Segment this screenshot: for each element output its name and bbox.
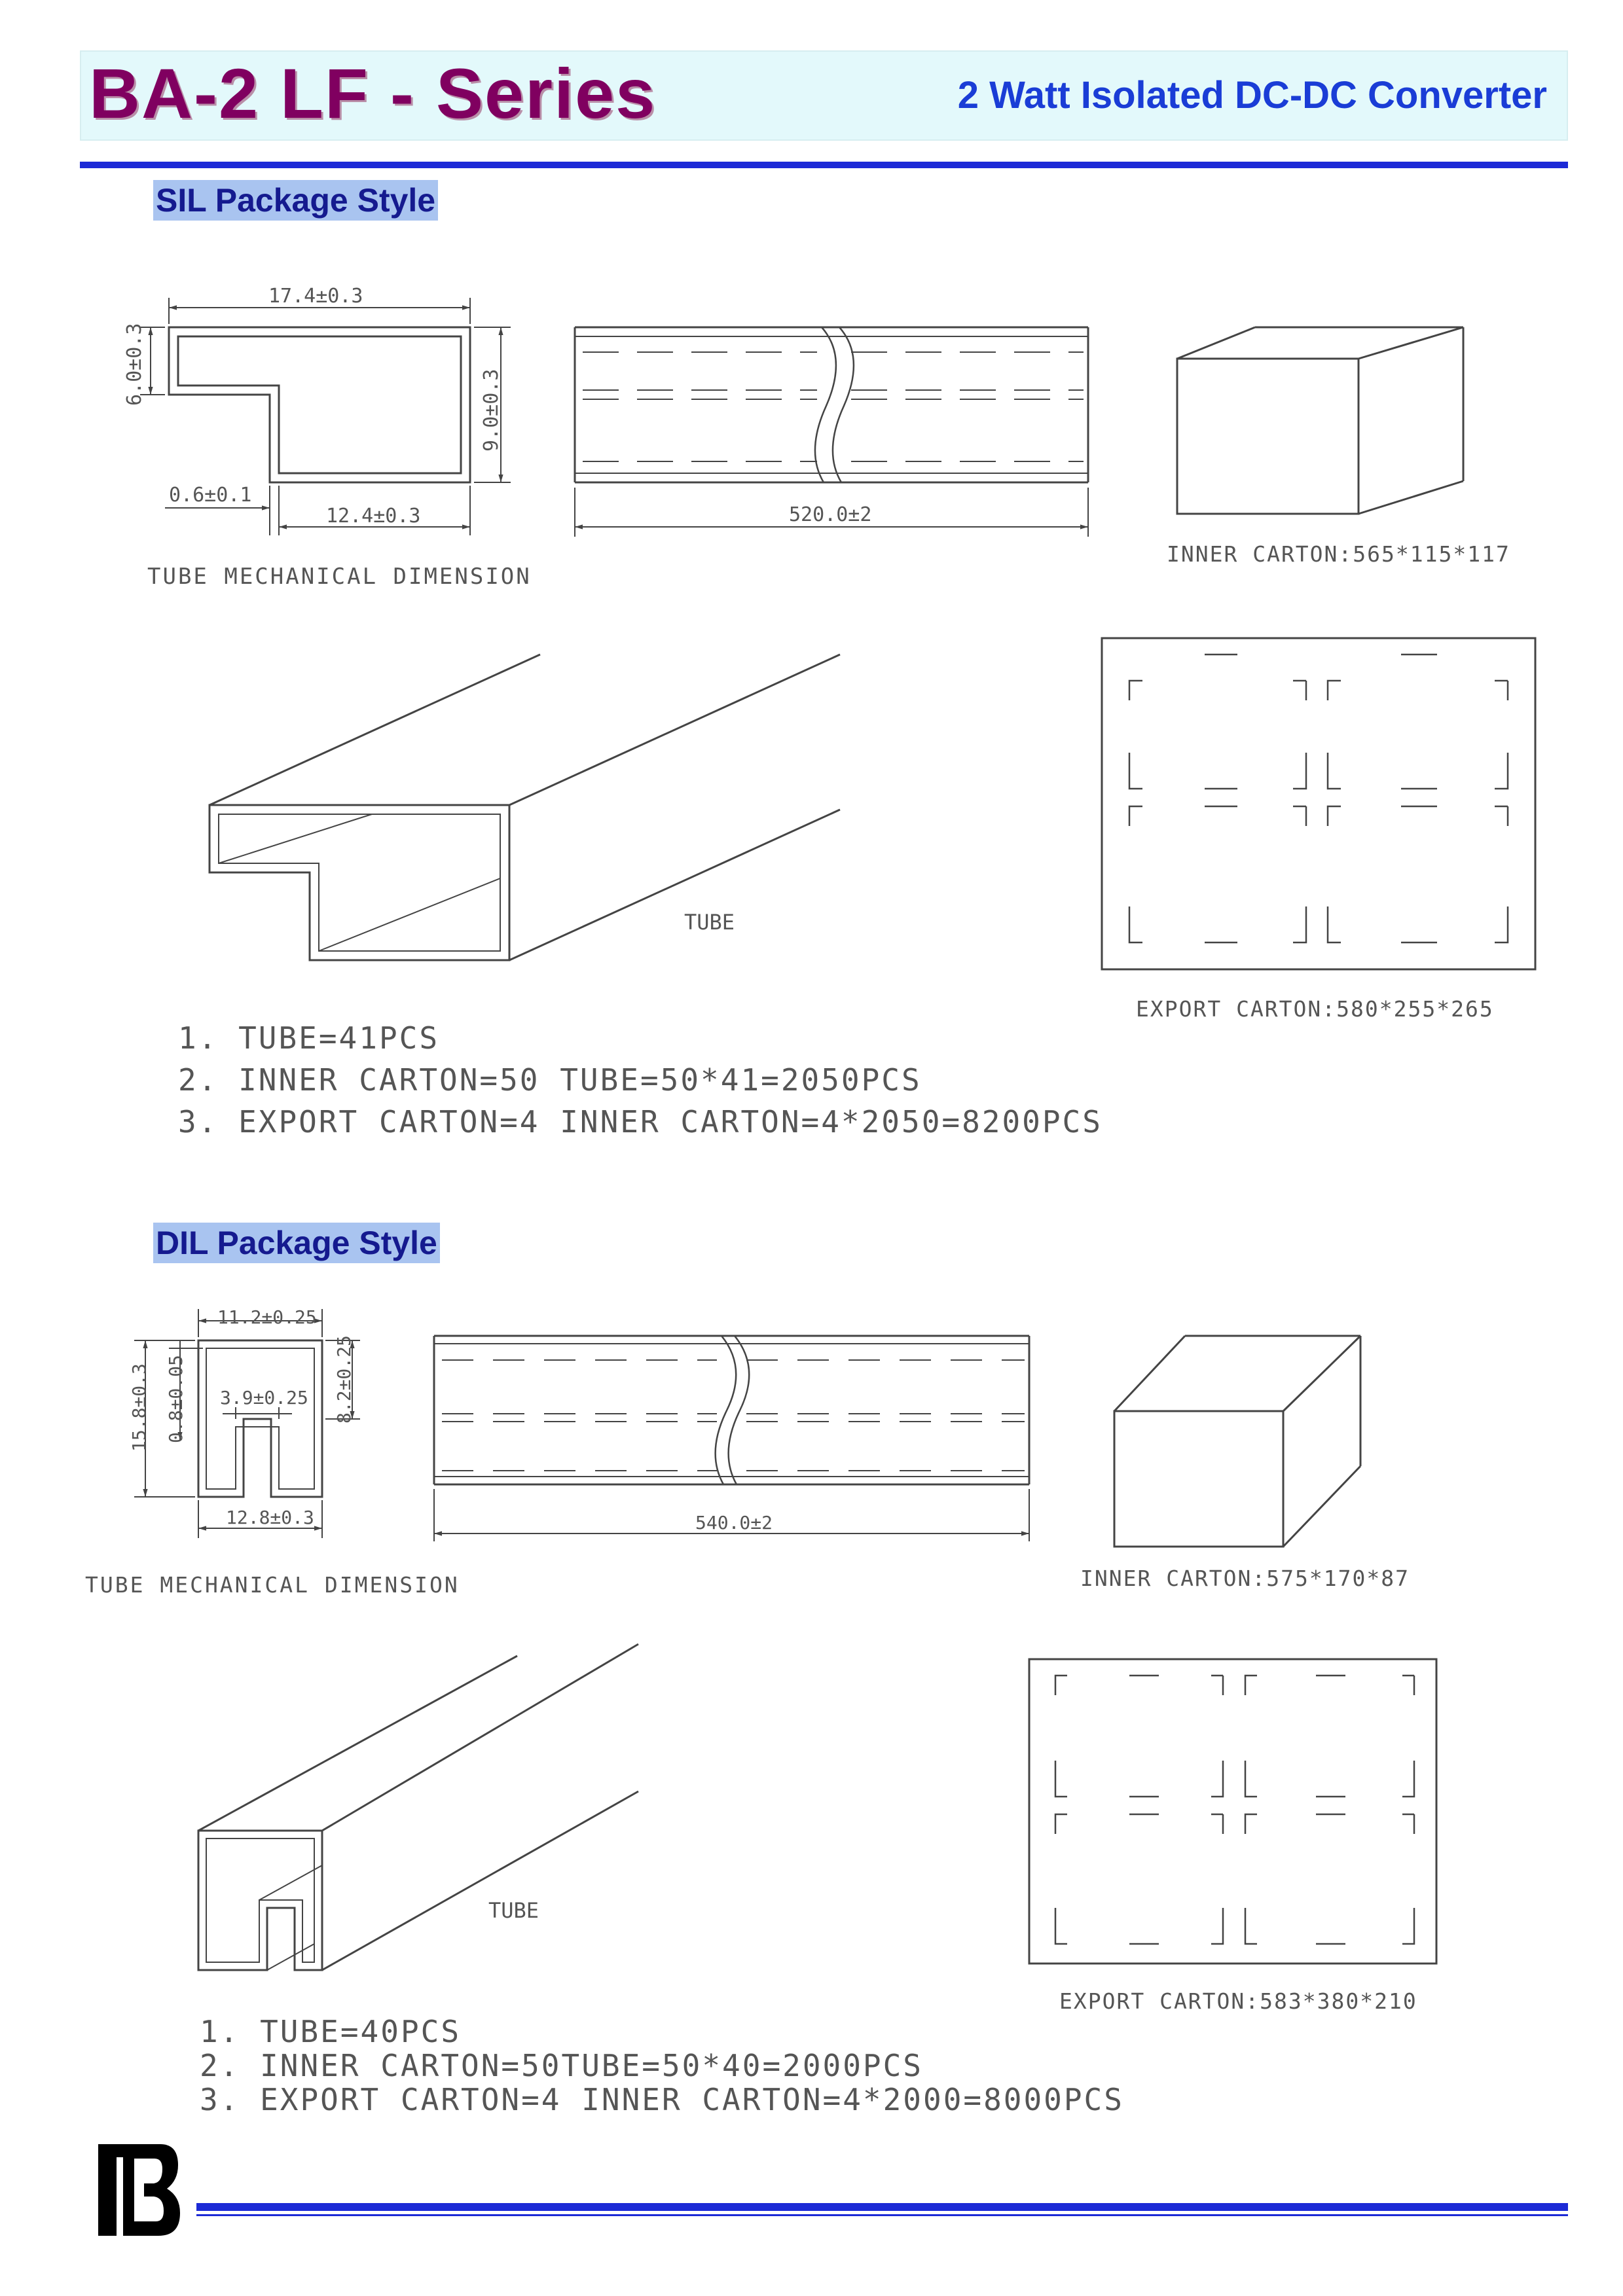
sil-left-height-label: 6.0±0.3 (123, 323, 146, 406)
dil-height-label: 15.8±0.3 (128, 1363, 150, 1452)
dil-export-carton-label: EXPORT CARTON:583*380*210 (1059, 1988, 1417, 2014)
dil-inner-carton-label: INNER CARTON:575*170*87 (1080, 1566, 1410, 1591)
dil-right-height-label: 8.2±0.25 (333, 1335, 355, 1424)
dil-section-label: DIL Package Style (153, 1223, 440, 1263)
dil-note-1: 1. TUBE=40PCS (200, 2014, 462, 2049)
sil-note-3: 3. EXPORT CARTON=4 INNER CARTON=4*2050=8200PCS (178, 1104, 1103, 1139)
dil-length-label: 540.0±2 (695, 1512, 773, 1534)
sil-tube-caption: TUBE MECHANICAL DIMENSION (147, 564, 532, 590)
sil-tube-isometric (210, 655, 840, 960)
dil-export-carton-top-view (1029, 1659, 1436, 1964)
sil-bottom-label: 12.4±0.3 (326, 505, 421, 528)
dil-bottom-width-label: 12.8±0.3 (226, 1507, 314, 1528)
dil-tube-side-view (434, 1336, 1029, 1484)
sil-export-carton-top-view (1102, 638, 1535, 969)
dil-tube-isometric (198, 1644, 638, 1970)
sil-tube-side-view (575, 327, 1088, 482)
sil-tube-cross-section (169, 327, 470, 482)
sil-width-label: 17.4±0.3 (268, 285, 363, 308)
dil-tube-caption: TUBE MECHANICAL DIMENSION (85, 1572, 460, 1598)
sil-export-carton-label: EXPORT CARTON:580*255*265 (1136, 996, 1494, 1022)
company-logo-icon (98, 2144, 180, 2236)
sil-note-2: 2. INNER CARTON=50 TUBE=50*41=2050PCS (178, 1062, 922, 1098)
sil-right-height-label: 9.0±0.3 (480, 368, 503, 452)
dil-note-3: 3. EXPORT CARTON=4 INNER CARTON=4*2000=8000PCS (200, 2082, 1124, 2117)
sil-inner-carton-box (1177, 327, 1463, 514)
dil-tube-cross-section (198, 1340, 322, 1497)
series-title: BA-2 LF - Series (89, 54, 657, 133)
sil-length-label: 520.0±2 (789, 503, 872, 526)
sil-section-label: SIL Package Style (153, 180, 438, 221)
product-subtitle: 2 Watt Isolated DC-DC Converter (957, 74, 1547, 117)
sil-tube-label: TUBE (684, 910, 735, 935)
dil-inner-carton-box (1114, 1336, 1360, 1547)
dil-top-width-label: 11.2±0.25 (217, 1306, 317, 1328)
sil-wall-label: 0.6±0.1 (169, 484, 252, 507)
dil-wall-label: 0.8±0.05 (165, 1355, 187, 1443)
sil-inner-carton-label: INNER CARTON:565*115*117 (1167, 541, 1510, 567)
dil-tube-label: TUBE (488, 1898, 539, 1923)
sil-note-1: 1. TUBE=41PCS (178, 1020, 440, 1056)
dil-note-2: 2. INNER CARTON=50TUBE=50*40=2000PCS (200, 2048, 923, 2083)
footer-divider (196, 2203, 1568, 2211)
footer-divider-thin (196, 2214, 1568, 2216)
dil-inner-width-label: 3.9±0.25 (220, 1387, 308, 1408)
